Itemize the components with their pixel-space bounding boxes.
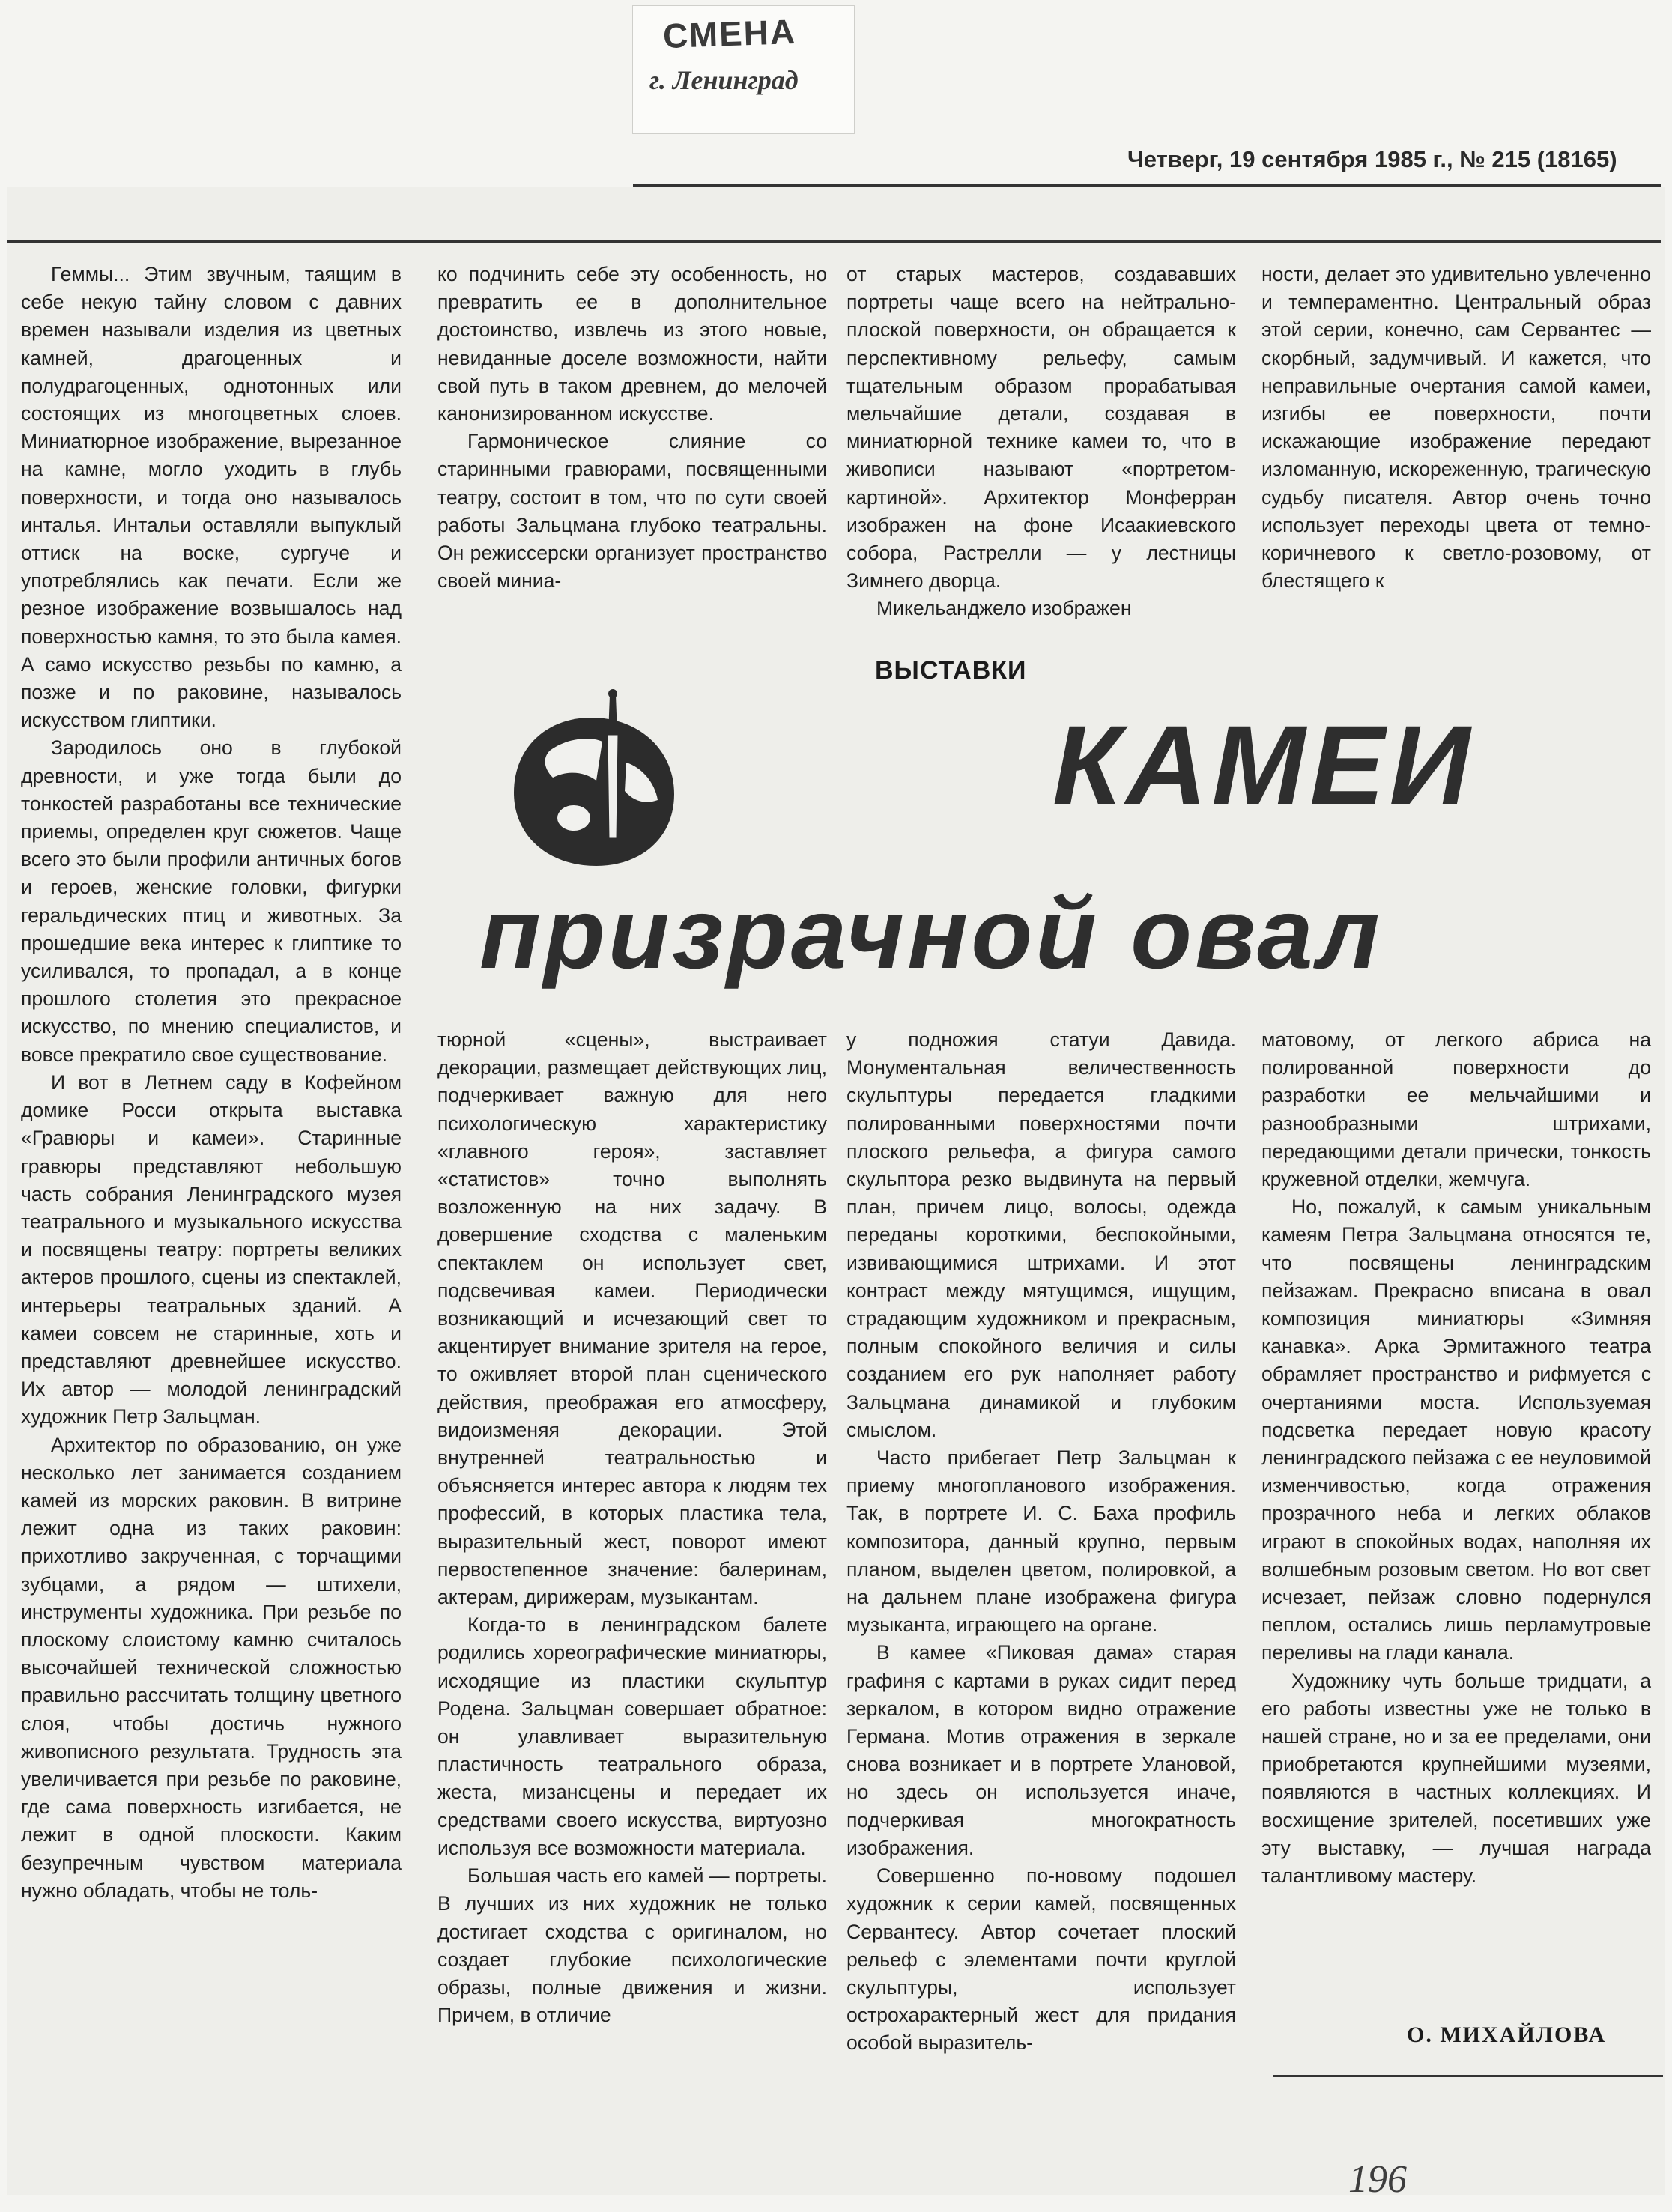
paragraph: Архитектор по образованию, он уже несколько лет занимается созданием камей из морских раковин. В витрине лежит одна из таких раковин: прихотливо закрученная, с торчащими зубцами, а рядом — штихели, инструменты художника. При резьбе по плоскому слоистому камню считалось высочайшей технической сложностью правильно рассчитать толщину цветного слоя, чтобы достичь нужного живописного результата. Трудность эта увеличивается при резьбе по раковине, где сама поверхность изгибается, не лежит в одной плоскости. Каким безупречным чувством материала нужно обладать, чтобы не толь-: [21, 1433, 402, 1902]
column-2-bottom: [437, 1026, 827, 2195]
masthead-name: СМЕНА: [662, 11, 797, 56]
paragraph: Гармоническое слияние со старинными гравюрами, посвященными театру, состоит в том, что по сути своей работы Зальцмана глубоко театральны. Он режиссерски организует пространство своей миниа-: [437, 430, 827, 593]
column-4-top: [1261, 261, 1651, 635]
paragraph: Когда-то в ленинградском балете родились хореографические миниатюры, исходящие из пластики скульптур Родена. Зальцман совершает обратное: он улавливает выразительную пластичность театрального образа, жеста, мизансцены и передает их средствами своего искусства, виртуозно используя все возможности материала.: [437, 1613, 827, 1859]
paragraph: тюрной «сцены», выстраивает декорации, размещает действующих лиц, подчеркивает важную для него психологическую характеристику «главного героя», заставляет «статистов» точно выполнять возложенную на них задачу. В довершение сходства с маленьким спектаклем он использует свет, подсвечивая камеи. Периодически возникающий и исчезающий свет то акцентирует внимание зрителя на герое, то оживляет второй план сценического действия, преображая его атмосферу, видоизменяя декорации. Этой внутренней театральностью и объясняется интерес автора к людям тех профессий, в которых пластика тела, выразительный жест, поворот имеют первостепенное значение: балеринам, актерам, дирижерам, музыкантам.: [437, 1028, 827, 1609]
end-rule: [1273, 2075, 1663, 2077]
column-3-top: [846, 261, 1236, 635]
paragraph: Совершенно по-новому подошел художник к серии камей, посвященных Сервантесу. Автор сочетает плоский рельеф с элементами почти круглой скульптуры, использует острохарактерный жест для придания особой выразитель-: [846, 1864, 1236, 2055]
rubric: ВЫСТАВКИ: [875, 656, 1027, 685]
paragraph: у подножия статуи Давида. Монументальная величественность скульптуры передается гладкими полированными поверхностями почти плоского рельефа, а фигура самого скульптора резко выдвинута на первый план, причем лицо, волосы, одежда переданы короткими, беспокойными, извивающимися штрихами. И этот контраст между мятущимся, ищущим, страдающим художником и прекрасным, полным спокойного величия и силы созданием его рук наполняет работу Зальцмана динамикой и глубоким смыслом.: [846, 1028, 1236, 1441]
paragraph: В камее «Пиковая дама» старая графиня с картами в руках сидит перед зеркалом, в котором видно отражение Германа. Мотив отражения в зеркале снова возникает и в портрете Улановой, но здесь он используется иначе, подчеркивая многократность изображения.: [846, 1641, 1236, 1859]
paragraph: ко подчинить себе эту особенность, но превратить ее в дополнительное достоинство, извлечь из этого новые, невиданные доселе возможности, найти свой путь в таком древнем, до мелочей канонизированном искусстве.: [437, 263, 827, 425]
paragraph: Но, пожалуй, к самым уникальным камеям Петра Зальцмана относятся те, что посвящены ленинградским пейзажам. Прекрасно вписана в овал композиция миниатюры «Зимняя канавка». Арка Эрмитажного театра обрамляет пространство и рифмуется с очертаниями моста. Используемая подсветка передает новую красоту ленинградского пейзажа с ее неуловимой изменчивостью, когда отражения прозрачного неба и легких облаков играют в спокойных водах, наполняя их волшебным розовым светом. Но вот свет исчезает, пейзаж словно подернулся пеплом, остались лишь перламутровые переливы на глади канала.: [1261, 1196, 1651, 1664]
column-3-bottom: [846, 1026, 1236, 2195]
paragraph: Геммы... Этим звучным, таящим в себе некую тайну словом с давних времен называли изделия из цветных камней, драгоценных и полудрагоценных, однотонных или состоящих из многоцветных слоев. Миниатюрное изображение, вырезанное на камне, могло уходить в глубь поверхности, и тогда оно называлось инталья. Интальи оставляли выпуклый оттиск на воске, сургуче и употреблялись как печати. Если же резное изображение возвышалось над поверхностью камня, то это была камея. А само искусство резьбы по камню, а позже и по раковине, называлось искусством глиптики.: [21, 263, 402, 732]
palette-logo-icon: [497, 689, 685, 876]
column-2-top: [437, 261, 827, 635]
paragraph: от старых мастеров, создававших портреты чаще всего на нейтрально-плоской поверхности, он обращается к перспективному рельефу, самым тщательным образом прорабатывая мельчайшие детали, создавая в миниатюрной технике камеи то, что в живописи называют «портретом-картиной». Архитектор Монферран изображен на фоне Исаакиевского собора, Растрелли — у лестницы Зимнего дворца.: [846, 263, 1236, 593]
column-4-bottom: [1261, 1026, 1651, 2000]
author-signature: О. МИХАЙЛОВА: [1407, 2022, 1607, 2047]
paragraph: матовому, от легкого абриса на полированной поверхности до разработки ее мельчайшими и разнообразными штрихами, передающими детали прически, тонкость кружевной отделки, жемчуга.: [1261, 1028, 1651, 1191]
header-rule: [633, 184, 1661, 187]
dateline: Четверг, 19 сентября 1985 г., № 215 (18165): [1127, 146, 1617, 172]
page-number: 196: [1348, 2158, 1407, 2201]
top-rule: [7, 240, 1661, 243]
paragraph: Большая часть его камей — портреты. В лучших из них художник не только достигает сходства с оригиналом, но создает глубокие психологические образы, полные движения и жизни. Причем, в отличие: [437, 1864, 827, 2027]
headline-line-1: КАМЕИ: [1052, 702, 1475, 828]
paragraph: Микельанджело изображен: [876, 597, 1132, 620]
masthead-city: г. Ленинград: [649, 65, 799, 95]
paragraph: Художнику чуть больше тридцати, а его работы известны уже не только в нашей стране, но и за ее пределами, они приобретаются крупнейшими музеями, появляются в частных коллекциях. И восхищение зрителей, посетивших уже эту выставку, — лучшая награда талантливому мастеру.: [1261, 1669, 1651, 1888]
headline-line-2: призрачной овал: [479, 878, 1383, 990]
paragraph: Часто прибегает Петр Зальцман к приему многопланового изображения. Так, в портрете И. С. Баха профиль композитора, данный крупно, первым планом, выделен цветом, полировкой, а на дальнем плане изображена фигура музыканта, играющего на органе.: [846, 1446, 1236, 1637]
column-1: [21, 261, 402, 2195]
paragraph: ности, делает это удивительно увлеченно и темпераментно. Центральный образ этой серии, конечно, сам Сервантес — скорбный, задумчивый. И кажется, что неправильные очертания самой камеи, изгибы ее поверхности, почти искажающие изображение передают изломанную, искореженную, трагическую судьбу писателя. Автор очень точно использует переходы цвета от темно-коричневого к светло-розовому, от блестящего к: [1261, 263, 1651, 593]
masthead-stamp: [633, 6, 854, 133]
paragraph: Зародилось оно в глубокой древности, и уже тогда были до тонкостей разработаны все технические приемы, определен круг сюжетов. Чаще всего это были профили античных богов и героев, женские головки, фигурки геральдических птиц и животных. За прошедшие века интерес к глиптике то усиливался, то пропадал, а в конце прошлого столетия это прекрасное искусство, по мнению специалистов, и вовсе прекратило свое существование.: [21, 736, 402, 1066]
paragraph: И вот в Летнем саду в Кофейном домике Росси открыта выставка «Гравюры и камеи». Старинные гравюры представляют небольшую часть собрания Ленинградского музея театрального и музыкального искусства и посвящены театру: портреты великих актеров прошлого, сцены из спектаклей, интерьеры театральных зданий. А камеи совсем не старинные, хоть и представляют древнейшее искусство. Их автор — молодой ленинградский художник Петр Зальцман.: [21, 1070, 402, 1428]
